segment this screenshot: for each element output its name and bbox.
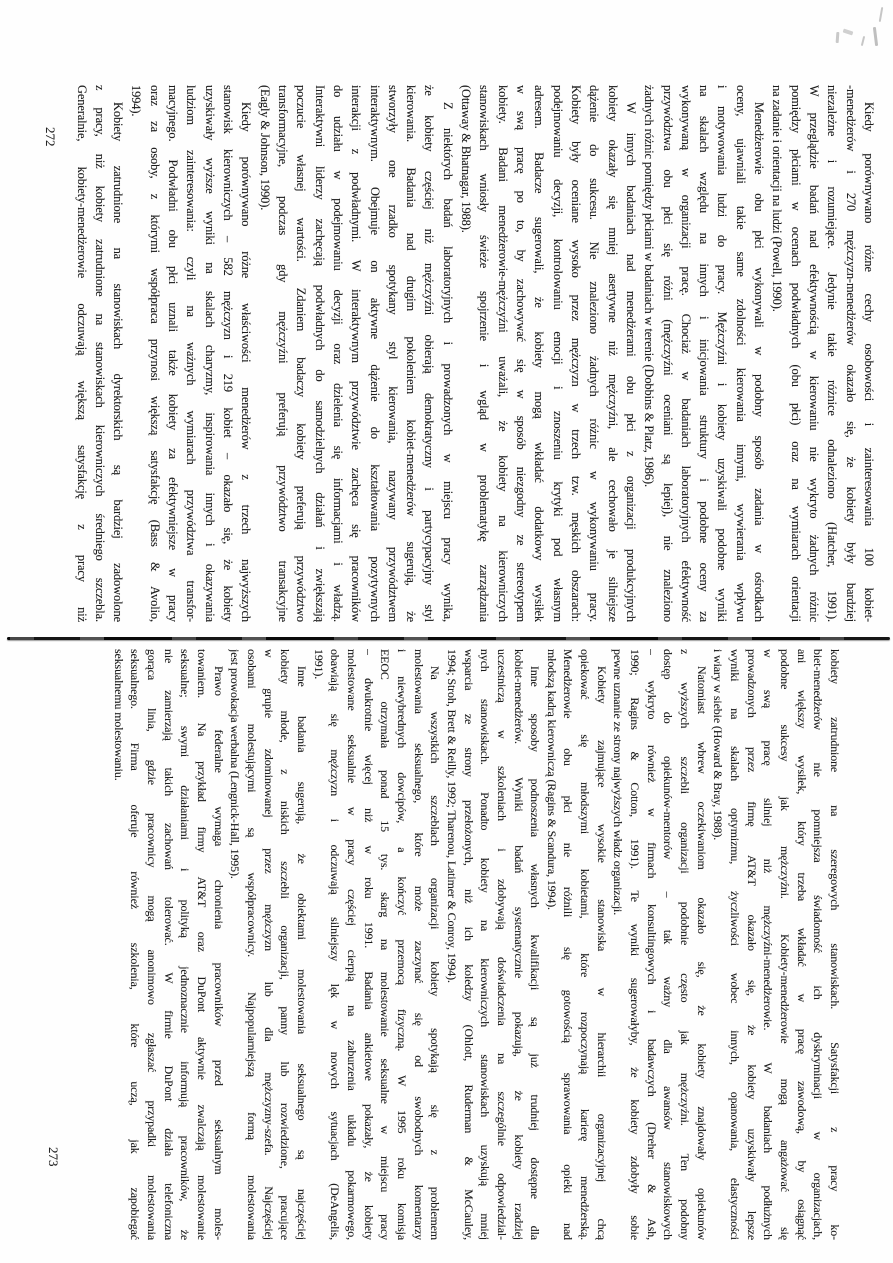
- text-line: kobiety młode, z niskich szczebli organizacji, panny lub rozwiedzione, pracujące: [278, 649, 293, 1240]
- text-line: dążenie do sukcesu. Nie znaleziono żadnych różnic w wykonywaniu pracy.: [587, 85, 602, 622]
- text-line: w swą pracę po to, by zachowywać się w sposób niezgodny ze stereotypem: [514, 85, 529, 622]
- text-line: ludziom zainteresowania: czyli na ważnych wymiarach przywództwa transfor-: [184, 85, 199, 622]
- text-line: nie zamierzają takich zachowań tolerować. W firmie DuPont działa telefoniczna: [161, 649, 176, 1240]
- text-line: młodszą kadrą kierowniczą (Ragins & Scandura, 1994).: [544, 649, 559, 910]
- text-line: opiekować się młodszymi kobietami, które rozpoczynają karierę menedżerską.: [578, 649, 593, 1240]
- text-line: stanowisk kierowniczych – 582 mężczyzn i 219 kobiet – okazało się, że kobiety: [221, 85, 236, 622]
- text-line: z wyższych szczebli organizacji podobnie często jak mężczyźni. Ten podobny: [678, 649, 693, 1240]
- text-line: poczucie własnej wartości. Zdaniem badaczy kobiety preferują przywództwo: [294, 85, 309, 622]
- text-line: osobami molestującymi są współpracownicy. Najpopularniejszą formą molestowania: [245, 649, 260, 1240]
- text-line: Menedżerowie obu płci nie różnili się gotowością sprawowania opieki nad: [561, 649, 576, 1240]
- text-line: Z niektórych badań laboratoryjnych i prowadzonych w miejscu pracy wynika,: [440, 102, 455, 622]
- text-line: pewne uznanie ze strony najwyższych władz organizacji.: [611, 649, 626, 916]
- text-line: gorąca linia, gdzie pracownicy mogą anonimowo zgłaszać przypadki molestowania: [145, 649, 160, 1240]
- text-line: ani większy wysiłek, który trzeba wkładać w pracę zawodową, by osiągnąć: [794, 649, 809, 1240]
- text-line: kierowania. Badania nad drugim pokoleniem kobiet-menedżerów sugerują, że: [404, 85, 419, 622]
- text-line: – wykryto również w firmach konsultingowych i badawczych (Dreher & Ash,: [644, 649, 659, 1240]
- text-line: adresem. Badacze sugerowali, że kobiety mogą wkładać dodatkowy wysiłek: [532, 85, 547, 622]
- page-273: [0, 641, 893, 1263]
- text-line: do udziału w podejmowaniu decyzji oraz dzielenia się informacjami i władzą.: [330, 85, 345, 622]
- text-line: z pracy, niż kobiety zatrudnione na stanowiskach kierowniczych średniego szczebla.: [92, 85, 107, 622]
- text-line: molestowane seksualnie w pracy częściej cierpią na zaburzenia układu pokarmowego,: [344, 649, 359, 1240]
- text-line: biet-menedżerów nie pomniejsza świadomość ich dyskryminacji w organizacjach,: [811, 649, 826, 1240]
- text-line: wyniki na skalach optymizmu, życzliwości wobec innych, opanowania, elastyczności: [728, 649, 743, 1240]
- text-line: kobiety. Badani menedżerowie-mężczyźni uważali, że kobiety na kierowniczych: [495, 85, 510, 622]
- text-line: pomiędzy płciami w ocenach podwładnych (obu płci) oraz na wymiarach orientacji: [788, 85, 803, 622]
- text-line: na zadanie i orientacji na ludzi (Powell, 1990).: [770, 85, 785, 312]
- text-line: oceny, ujawniali takie same zdolności kierowania innymi, wywierania wpływu: [733, 85, 748, 622]
- text-line: podobne sukcesy jak mężczyźni. Kobiety-menedżerowie mogą angażować się: [778, 649, 793, 1240]
- text-line: stworzyły one rzadko spotykany styl kierowania, nazywany przywództwem: [385, 85, 400, 622]
- text-line: Kobiety były oceniane wysoko przez mężczyzn w trzech tzw. męskich obszarach:: [569, 85, 583, 622]
- text-line: Kobiety zatrudnione na stanowiskach dyrektorskich są bardziej zadowolone: [111, 102, 126, 622]
- text-line: wykonywaną w organizacji pracę. Chociaż w badaniach laboratoryjnych efektywność: [678, 85, 693, 622]
- page-gutter-crease: [7, 637, 890, 640]
- text-line: przywództwa obu płci się różni (mężczyźni oceniani są lepiej), nie znaleziono: [660, 85, 675, 622]
- text-line: W innych badaniach nad menedżerami obu płci z organizacji produkcyjnych: [623, 102, 638, 622]
- text-line: dostęp do opiekunów-mentorów – tak ważny dla awansów stanowiskowych: [661, 649, 676, 1240]
- text-line: Kiedy porównywano różne właściwości menedżerów z trzech najwyższych: [239, 102, 254, 622]
- text-line: EEOC otrzymała ponad 15 tys. skarg na molestowanie seksualne w miejscu pracy: [378, 649, 393, 1240]
- text-line: i motywowania ludzi do pracy. Mężczyźni i kobiety uzyskiwali podobne wyniki: [715, 85, 730, 622]
- text-line: niezależne i rozumiejące. Jedynie takie różnice odnaleziono (Hatcher, 1991).: [825, 85, 840, 622]
- text-line: stanowiskach wniosły świeże spojrzenie i wgląd w problematykę zarządzania: [477, 85, 492, 622]
- page-273-text: [110, 649, 843, 1240]
- text-line: 1990; Ragins & Cotton, 1991). Te wyniki sugerowałyby, że kobiety zdobyły sobie: [628, 649, 643, 1240]
- text-line: że kobiety częściej niż mężczyźni obierają demokratyczny i partycypacyjny styl: [422, 85, 437, 622]
- text-line: uczestniczą w szkoleniach i zdobywają doświadczenia na szczególnie odpowiedzial-: [494, 649, 509, 1240]
- text-line: na skalach względu na innych i inicjowania struktury i podobne oceny za: [697, 85, 712, 622]
- text-line: Natomiast wbrew oczekiwaniom okazało się, że kobiety znajdowały opiekunów: [694, 666, 709, 1240]
- text-line: Prawo federalne wymaga chronienia pracowników przed seksualnym moles-: [211, 666, 226, 1240]
- text-line: Inne sposoby podnoszenia własnych kwalifikacji są już trudniej dostępne dla: [528, 666, 543, 1240]
- page-number-273: 273: [46, 1147, 61, 1167]
- text-line: wsparcia ze strony przełożonych, niż ich koledzy (Ohlott, Ruderman & McCauley,: [461, 649, 476, 1240]
- text-line: seksualnego. Firma oferuje również szkolenia, które uczą, jak zapobiegać: [128, 649, 143, 1240]
- text-line: i wiary w siebie (Howard & Bray, 1988).: [711, 649, 726, 841]
- text-line: towaniem. Na przykład firmy AT&T oraz DuPont aktywnie zwalczają molestowanie: [195, 649, 210, 1240]
- text-line: w grupie zdominowanej przez mężczyzn lub dla mężczyzny-szefa. Najczęściej: [261, 649, 276, 1240]
- text-line: 1994; Stroh, Brett & Reilly, 1992; Tharenou, Latimer & Conroy, 1994).: [444, 649, 459, 983]
- page-number-272: 272: [43, 127, 58, 147]
- text-line: w swą pracę silniej niż mężczyźni-menedżerowie. W badaniach podłużnych: [761, 649, 776, 1240]
- text-line: -menedżerów i 270 mężczyzn-menedżerów okazało się, że kobiety były bardziej: [843, 85, 858, 622]
- text-line: Kobiety zajmujące wysokie stanowiska w hierarchii organizacyjnej chcą: [594, 666, 609, 1240]
- text-line: i niewybrednych dowcipów, a kończyć przemocą fizyczną. W 1995 roku komisja: [394, 649, 409, 1240]
- text-line: Interaktywni liderzy zachęcają podwładnych do samodzielnych działań i zwiększają: [312, 85, 327, 622]
- text-line: seksualne; swymi działaniami i polityką jednoznacznie informują pracowników, że: [178, 649, 193, 1240]
- text-line: macyjnego. Podwładni obu płci uznali także kobiety za efektywniejsze w pracy: [166, 85, 181, 622]
- text-line: podejmowaniu decyzji, kontrolowaniu emocji i znoszeniu krytyki pod własnym: [550, 85, 565, 622]
- text-line: interaktywnym. Obejmuje on aktywne dążenie do kształtowania pozytywnych: [367, 85, 382, 622]
- text-line: (Eagly & Johnson, 1990).: [257, 85, 272, 211]
- text-line: (Ottaway & Bhatnagar, 1988).: [459, 85, 474, 233]
- text-line: żadnych różnic pomiędzy płciami w badaniach w terenie (Dobbins & Platz, 1986).: [642, 85, 657, 487]
- text-line: Na wszystkich szczeblach organizacji kobiety spotykają się z problemem: [428, 666, 443, 1240]
- text-line: – dwukrotnie więcej niż w roku 1991. Badania ankietowe pokazały, że kobiety: [361, 649, 376, 1240]
- text-line: Kiedy porównywano różne cechy osobowości i zainteresowania 100 kobiet-: [862, 102, 876, 622]
- page-272-text: [72, 85, 878, 622]
- text-line: uzyskiwały wyższe wyniki na skalach charyzmy, inspirowania innych i okazywania: [202, 85, 217, 622]
- text-line: seksualnemu molestowaniu.: [111, 649, 126, 781]
- text-line: interakcji z podwładnymi. W interaktywnym przywództwie zachęca się pracowników: [349, 85, 364, 622]
- text-line: obawiają się mężczyzn i odczuwają silniejszy lęk w nowych sytuacjach (DeAngelis,: [328, 649, 343, 1240]
- text-line: prowadzonych przez firmę AT&T okazało się, że kobiety uzyskiwały lepsze: [744, 649, 759, 1240]
- text-line: Inne badania sugerują, że obiektami molestowania seksualnego są najczęściej: [295, 666, 309, 1240]
- text-line: kobiet-menedżerów. Wyniki badań systematycznie pokazują, że kobiety rzadziej: [511, 649, 526, 1240]
- text-line: 1991).: [311, 649, 326, 680]
- text-line: nych stanowiskach. Ponadto kobiety na kierowniczych stanowiskach uzyskują mniej: [478, 649, 493, 1240]
- text-line: Menedżerowie obu płci wykonywali w podobny sposób zadania w ośrodkach: [752, 102, 767, 622]
- text-line: W przeglądzie badań nad efektywnością w kierowaniu nie wykryto żadnych różnic: [807, 85, 822, 622]
- text-line: transformacyjne, podczas gdy mężczyźni preferują przywództwo transakcyjne: [276, 85, 290, 622]
- text-line: jest prowokacja werbalna (Lengnick-Hall, 1995).: [228, 649, 243, 879]
- text-line: kobiety okazały się mniej asertywne niż mężczyźni, ale cechowało je silniejsze: [605, 85, 620, 622]
- text-line: 1994).: [129, 85, 144, 117]
- text-line: Generalnie, kobiety-menedżerowie odczuwają większą satysfakcję z pracy niż: [74, 85, 89, 622]
- text-line: molestowania seksualnego, które może zaczynać się od swobodnych komentarzy: [411, 649, 426, 1240]
- text-line: kobiety zatrudnione na szeregowych stanowiskach. Satysfakcji z pracy ko-: [828, 649, 842, 1240]
- text-line: oraz za osoby, z którymi współpraca przynosi większą satysfakcję (Bass & Avolio,: [147, 85, 162, 622]
